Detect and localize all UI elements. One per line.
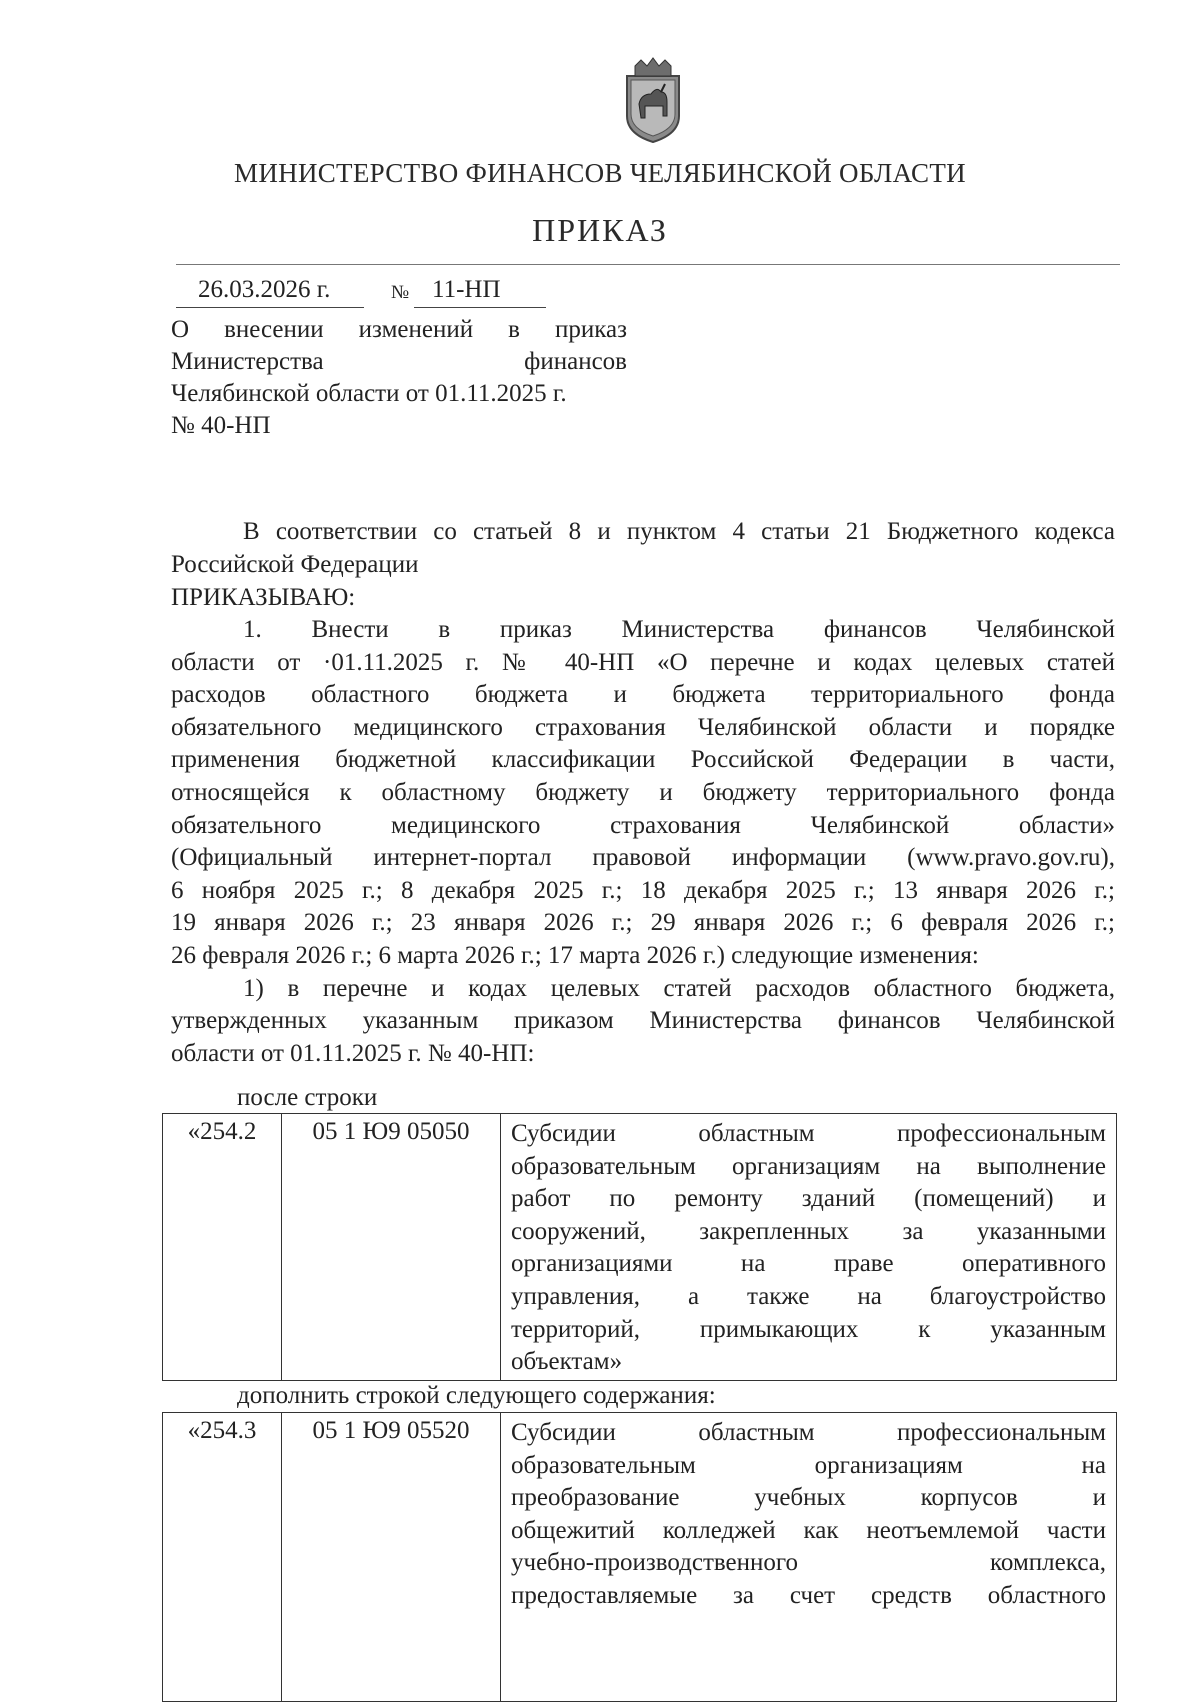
item-line: применения бюджетной классификации Российской Федерации в части, xyxy=(171,746,1115,774)
item-line: 1) в перечне и кодах целевых статей расходов областного бюджета, xyxy=(243,974,1115,1002)
row-description-cell xyxy=(501,1114,1117,1381)
description-line: учебно-производственного комплекса, xyxy=(511,1549,1106,1577)
header-divider xyxy=(176,264,1120,265)
item-line: утвержденных указанным приказом Министерства финансов Челябинской xyxy=(171,1007,1115,1035)
chelyabinsk-coat-of-arms-icon xyxy=(621,56,685,144)
item-line: 6 ноября 2025 г.; 8 декабря 2025 г.; 18 декабря 2025 г.; 13 января 2026 г.; xyxy=(171,876,1115,904)
row-description-cell xyxy=(501,1413,1117,1702)
description-line: территорий, примыкающих к указанным xyxy=(511,1315,1106,1343)
item-line: обязательного медицинского страхования Челябинской области и порядке xyxy=(171,713,1115,741)
number-sign: № xyxy=(391,282,410,303)
description-line: управления, а также на благоустройство xyxy=(511,1282,1106,1310)
subject-line: № 40-НП xyxy=(171,412,271,439)
description-line: Субсидии областным профессиональным xyxy=(511,1419,1106,1446)
row-code-cell: 05 1 Ю9 05050 xyxy=(282,1114,501,1381)
order-date: 26.03.2026 г. xyxy=(198,276,331,303)
row-number-cell: «254.2 xyxy=(163,1114,282,1381)
date-underline xyxy=(176,307,364,308)
preamble xyxy=(171,516,1115,581)
add-row-label: дополнить строкой следующего содержания: xyxy=(237,1382,716,1409)
item-1 xyxy=(171,614,1115,1070)
item-line: области от 01.11.2025 г. № 40-НП: xyxy=(171,1039,535,1067)
row-number-cell: «254.3 xyxy=(163,1413,282,1702)
new-row-table xyxy=(162,1412,1117,1702)
description-line: объектам» xyxy=(511,1348,623,1376)
item-line: области от ·01.11.2025 г. № 40-НП «О перечне и кодах целевых статей xyxy=(171,648,1115,676)
table-row xyxy=(163,1114,1117,1381)
subject-line: Министерства финансов xyxy=(171,348,627,375)
description-line: предоставляемые за счет средств областного xyxy=(511,1581,1106,1609)
order-command: ПРИКАЗЫВАЮ: xyxy=(171,584,356,611)
item-line: относящейся к областному бюджету и бюджету территориального фонда xyxy=(171,778,1115,806)
description-line: работ по ремонту зданий (помещений) и xyxy=(511,1185,1106,1213)
description-line: образовательным организациям на xyxy=(511,1451,1106,1479)
item-line: 19 января 2026 г.; 23 января 2026 г.; 29 января 2026 г.; 6 февраля 2026 г.; xyxy=(171,909,1115,937)
existing-row-table xyxy=(162,1113,1117,1381)
item-line: 26 февраля 2026 г.; 6 марта 2026 г.; 17 марта 2026 г.) следующие изменения: xyxy=(171,941,979,969)
number-underline xyxy=(414,307,546,308)
table-row xyxy=(163,1413,1117,1702)
item-line: обязательного медицинского страхования Челябинской области» xyxy=(171,811,1115,839)
item-line: 1. Внести в приказ Министерства финансов Челябинской xyxy=(243,616,1115,643)
after-row-label: после строки xyxy=(237,1084,378,1111)
item-line: расходов областного бюджета и бюджета территориального фонда xyxy=(171,681,1115,709)
description-line: организациями на праве оперативного xyxy=(511,1250,1106,1278)
order-date-number-line xyxy=(176,276,556,310)
order-subject xyxy=(171,314,627,442)
order-number: 11-НП xyxy=(432,276,501,303)
description-line: общежитий колледжей как неотъемлемой части xyxy=(511,1516,1106,1544)
preamble-line: В соответствии со статьей 8 и пунктом 4 статьи 21 Бюджетного кодекса xyxy=(243,518,1115,545)
item-line: (Официальный интернет-портал правовой информации (www.pravo.gov.ru), xyxy=(171,844,1115,872)
description-line: преобразование учебных корпусов и xyxy=(511,1484,1106,1512)
subject-line: О внесении изменений в приказ xyxy=(171,316,627,343)
description-line: образовательным организациям на выполнение xyxy=(511,1152,1106,1180)
document-type-title: ПРИКАЗ xyxy=(532,212,668,248)
preamble-line: Российской Федерации xyxy=(171,550,419,578)
description-line: Субсидии областным профессиональным xyxy=(511,1120,1106,1147)
description-line: сооружений, закрепленных за указанными xyxy=(511,1217,1106,1245)
row-code-cell: 05 1 Ю9 05520 xyxy=(282,1413,501,1702)
subject-line: Челябинской области от 01.11.2025 г. xyxy=(171,380,567,407)
ministry-name: МИНИСТЕРСТВО ФИНАНСОВ ЧЕЛЯБИНСКОЙ ОБЛАСТИ xyxy=(234,158,966,188)
